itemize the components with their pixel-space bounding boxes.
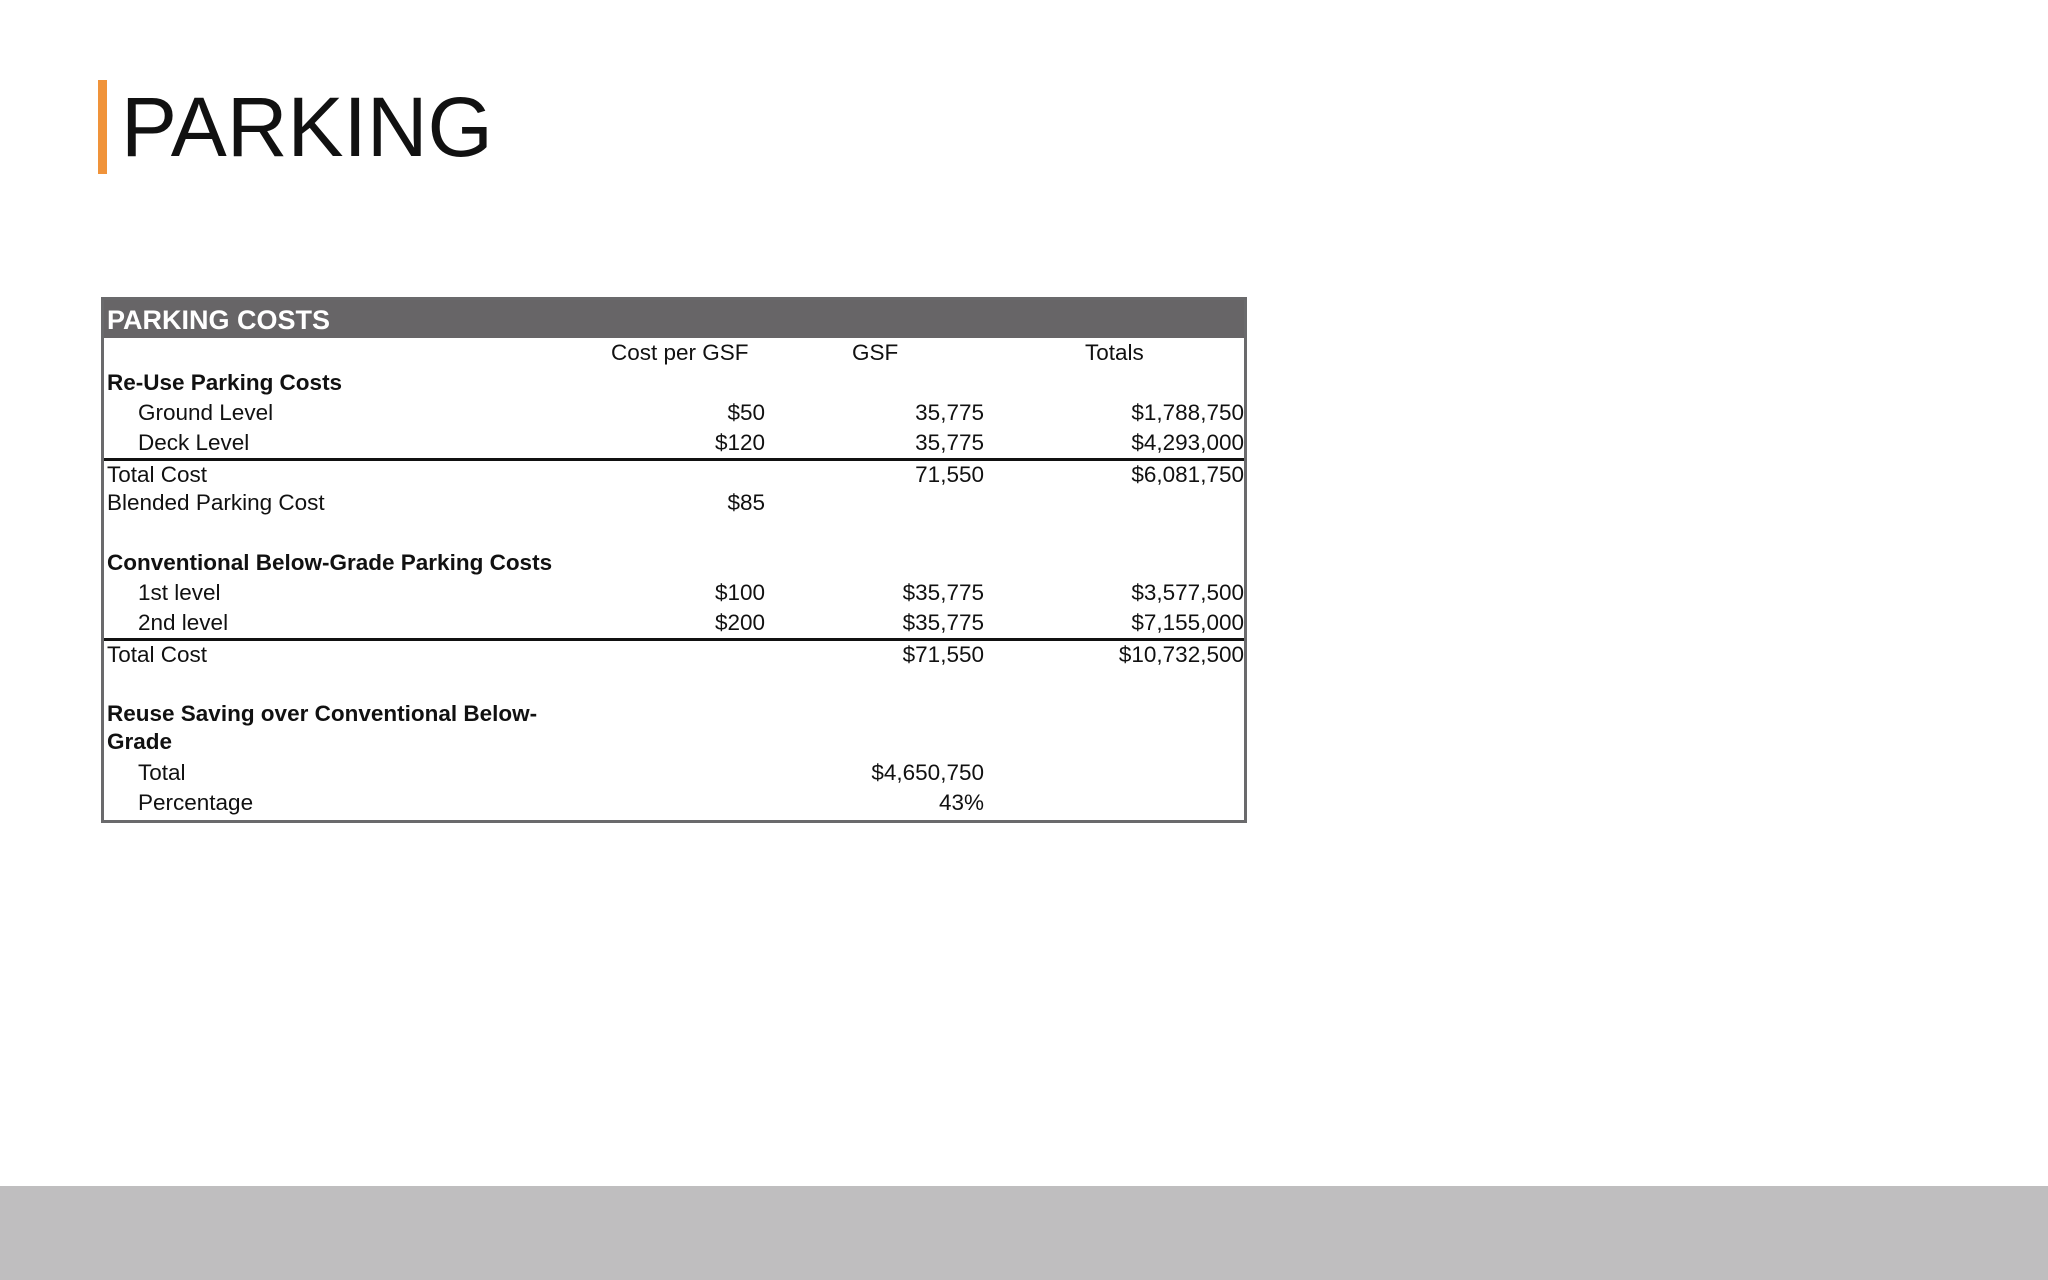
table-row <box>104 428 1244 458</box>
section-heading-label: Reuse Saving over Conventional Below-Grade <box>107 701 538 754</box>
row-label: Total Cost <box>107 462 208 487</box>
row-gsf: $35,775 <box>902 580 984 605</box>
row-label: Blended Parking Cost <box>107 490 325 515</box>
row-label: Deck Level <box>138 430 250 455</box>
blended-cost-row <box>104 488 1244 518</box>
title-block <box>98 80 493 174</box>
total-row-conventional <box>104 638 1244 668</box>
table-row <box>104 578 1244 608</box>
row-label: Total <box>138 760 186 785</box>
row-gsf: 35,775 <box>915 430 984 455</box>
row-label: Percentage <box>138 790 254 815</box>
row-cost: $100 <box>714 580 765 605</box>
row-total: $1,788,750 <box>1131 400 1244 425</box>
row-label: 1st level <box>138 580 221 605</box>
table-row <box>104 758 1244 788</box>
section-heading-label: Conventional Below-Grade Parking Costs <box>107 550 553 575</box>
table-header: PARKING COSTS <box>104 300 1244 338</box>
row-label: Ground Level <box>138 400 274 425</box>
total-row-reuse <box>104 458 1244 488</box>
footer-band <box>0 1186 2048 1280</box>
title-accent-bar <box>98 80 107 174</box>
row-total: $3,577,500 <box>1131 580 1244 605</box>
column-header-totals: Totals <box>1085 340 1144 365</box>
column-header-gsf: GSF <box>852 340 899 365</box>
table-row <box>104 608 1244 638</box>
page-title: PARKING <box>121 80 493 174</box>
row-total: $7,155,000 <box>1131 610 1244 635</box>
table-row <box>104 788 1244 820</box>
row-label: 2nd level <box>138 610 229 635</box>
row-gsf: 35,775 <box>915 400 984 425</box>
row-total: $4,293,000 <box>1131 430 1244 455</box>
spacer-row <box>104 518 1244 548</box>
row-cost: $85 <box>727 490 765 515</box>
row-total: $10,732,500 <box>1118 642 1244 667</box>
row-cost: $200 <box>714 610 765 635</box>
column-header-row <box>104 338 1244 368</box>
row-gsf: $4,650,750 <box>871 760 984 785</box>
row-gsf: 71,550 <box>915 462 984 487</box>
row-cost: $50 <box>727 400 765 425</box>
row-label: Total Cost <box>107 642 208 667</box>
column-header-cost: Cost per GSF <box>611 340 749 365</box>
section-heading-conventional <box>104 548 1244 578</box>
section-heading-saving <box>104 698 1244 758</box>
spacer-row <box>104 668 1244 698</box>
row-gsf: $71,550 <box>902 642 984 667</box>
row-cost: $120 <box>714 430 765 455</box>
parking-costs-table <box>101 297 1247 823</box>
section-heading-reuse <box>104 368 1244 398</box>
table-row <box>104 398 1244 428</box>
row-gsf: 43% <box>938 790 984 815</box>
row-total: $6,081,750 <box>1131 462 1244 487</box>
row-gsf: $35,775 <box>902 610 984 635</box>
section-heading-label: Re-Use Parking Costs <box>107 370 343 395</box>
